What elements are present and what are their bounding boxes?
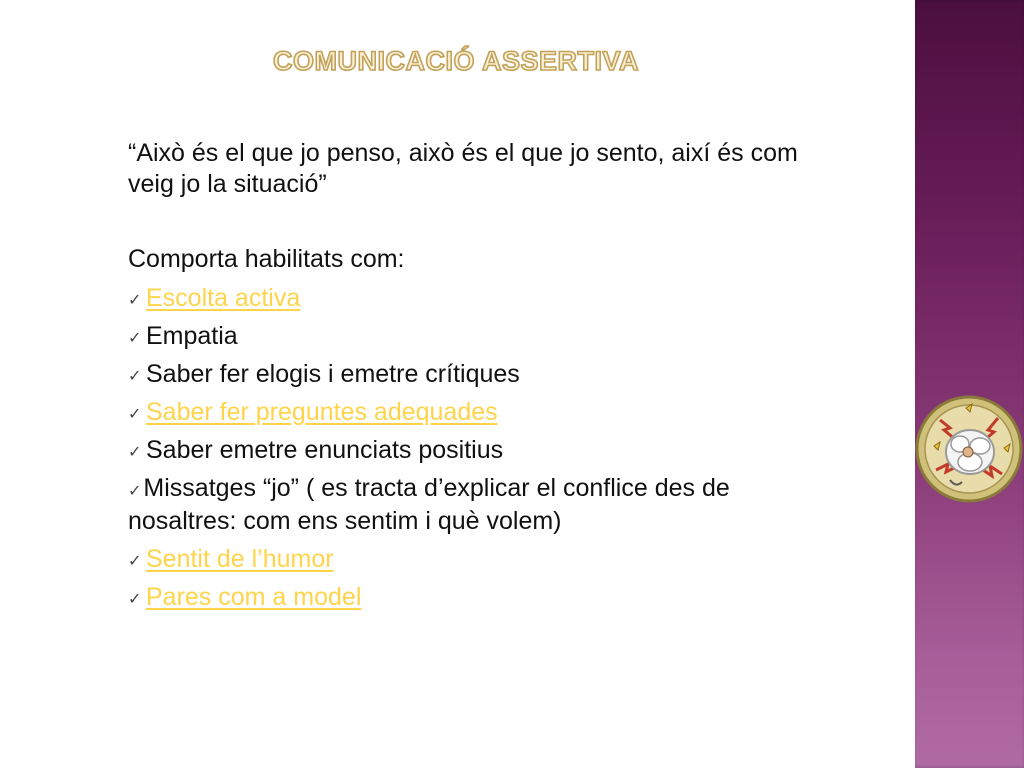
link-pares-model[interactable]: Pares com a model	[146, 583, 362, 611]
list-item	[128, 435, 808, 466]
checkmark-icon: ✓	[128, 328, 142, 347]
intro-text: Comporta habilitats com:	[128, 245, 405, 273]
emblem-graphic	[910, 390, 1024, 508]
side-decoration-band	[912, 0, 1024, 768]
checkmark-icon: ✓	[128, 551, 142, 570]
list-item	[128, 359, 808, 390]
checkmark-icon: ✓	[128, 589, 142, 608]
list-item[interactable]	[128, 582, 808, 613]
checkmark-icon: ✓	[128, 481, 142, 500]
list-item[interactable]	[128, 397, 808, 428]
list-item-text: Missatges “jo” ( es tracta d’explicar el conflice des de nosaltres: com ens sentim i què volem)	[128, 474, 730, 535]
link-sentit-humor[interactable]: Sentit de l’humor	[146, 545, 334, 573]
quote-text: “Això és el que jo penso, això és el que jo sento, així és com veig jo la situació”	[128, 139, 798, 198]
checkmark-icon: ✓	[128, 442, 142, 461]
slide-title: COMUNICACIÓ ASSERTIVA	[272, 46, 639, 76]
checkmark-icon: ✓	[128, 404, 142, 423]
list-item-text: Saber fer elogis i emetre crítiques	[146, 360, 520, 388]
slide-content	[128, 138, 808, 620]
list-item-text: Empatia	[146, 322, 238, 350]
checkmark-icon: ✓	[128, 366, 142, 385]
link-escolta-activa[interactable]: Escolta activa	[146, 284, 301, 312]
list-item	[128, 473, 808, 537]
checkmark-icon: ✓	[128, 290, 142, 309]
emblem-icon	[910, 390, 1024, 508]
list-item[interactable]	[128, 283, 808, 314]
link-saber-fer-preguntes[interactable]: Saber fer preguntes adequades	[146, 398, 498, 426]
list-item[interactable]	[128, 544, 808, 575]
list-item	[128, 321, 808, 352]
list-item-text: Saber emetre enunciats positius	[146, 436, 504, 464]
skills-list	[128, 283, 808, 613]
